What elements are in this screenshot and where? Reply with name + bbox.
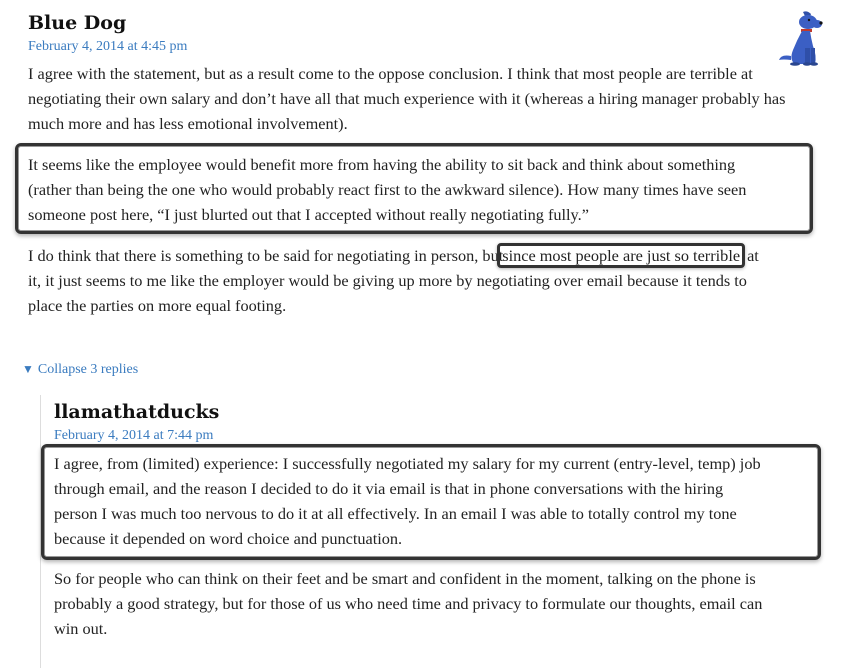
text-line: win out. (54, 619, 108, 638)
comment-paragraph-highlighted (54, 451, 824, 551)
text-line: (rather than being the one who would probably react first to the awkward silence). How many times have seen (28, 180, 747, 199)
text-line: So for people who can think on their feet and be smart and confident in the moment, talking on the phone is (54, 569, 756, 588)
text-segment: at (747, 246, 759, 265)
comment-llamathatducks (54, 400, 824, 445)
text-line: probably a good strategy, but for those of us who need time and privacy to formulate our thoughts, email can (54, 594, 763, 613)
comment-blue-dog (28, 11, 828, 56)
collapse-label: Collapse 3 replies (37, 362, 139, 377)
text-line: It seems like the employee would benefit more from having the ability to sit back and think about something (28, 155, 736, 174)
text-line: through email, and the reason I decided to do it via email is that in phone conversations with the hiring (54, 479, 724, 498)
comment-date-link[interactable]: February 4, 2014 at 4:45 pm (28, 39, 188, 54)
text-line: someone post here, “I just blurted out that I accepted without really negotiating fully.” (28, 205, 589, 224)
text-line: place the parties on more equal footing. (28, 296, 287, 315)
comment-author: Blue Dog (28, 12, 127, 34)
text-line: I agree, from (limited) experience: I successfully negotiated my salary for my current (entry-level, temp) job (54, 454, 761, 473)
comment-paragraph-highlighted (28, 152, 818, 227)
text-line: because it depended on word choice and punctuation. (54, 529, 403, 548)
collapse-replies-link[interactable] (22, 362, 138, 378)
comment-paragraph (28, 243, 828, 318)
comment-paragraph (54, 566, 824, 641)
text-segment: I do think that there is something to be said for negotiating in person, but (28, 246, 504, 265)
text-line: it, it just seems to me like the employer would be giving up more by negotiating over email because it tends to (28, 271, 747, 290)
triangle-down-icon: ▼ (22, 362, 34, 376)
avatar (775, 10, 823, 66)
comment-date-link[interactable]: February 4, 2014 at 7:44 pm (54, 428, 214, 443)
text-line: person I was much too nervous to do it at all effectively. In an email I was able to totally control my tone (54, 504, 737, 523)
comment-paragraph: I agree with the statement, but as a result come to the oppose conclusion. I think that most people are terrible at negotiating their own salary and don’t have all that much experience with it (whereas a hiring manager probably has much more and has less emotional involvement). (28, 64, 786, 133)
blue-dog-avatar-icon (775, 10, 823, 66)
comment-author: llamathatducks (54, 401, 220, 423)
inline-highlight: since most people are just so terrible (497, 243, 745, 268)
